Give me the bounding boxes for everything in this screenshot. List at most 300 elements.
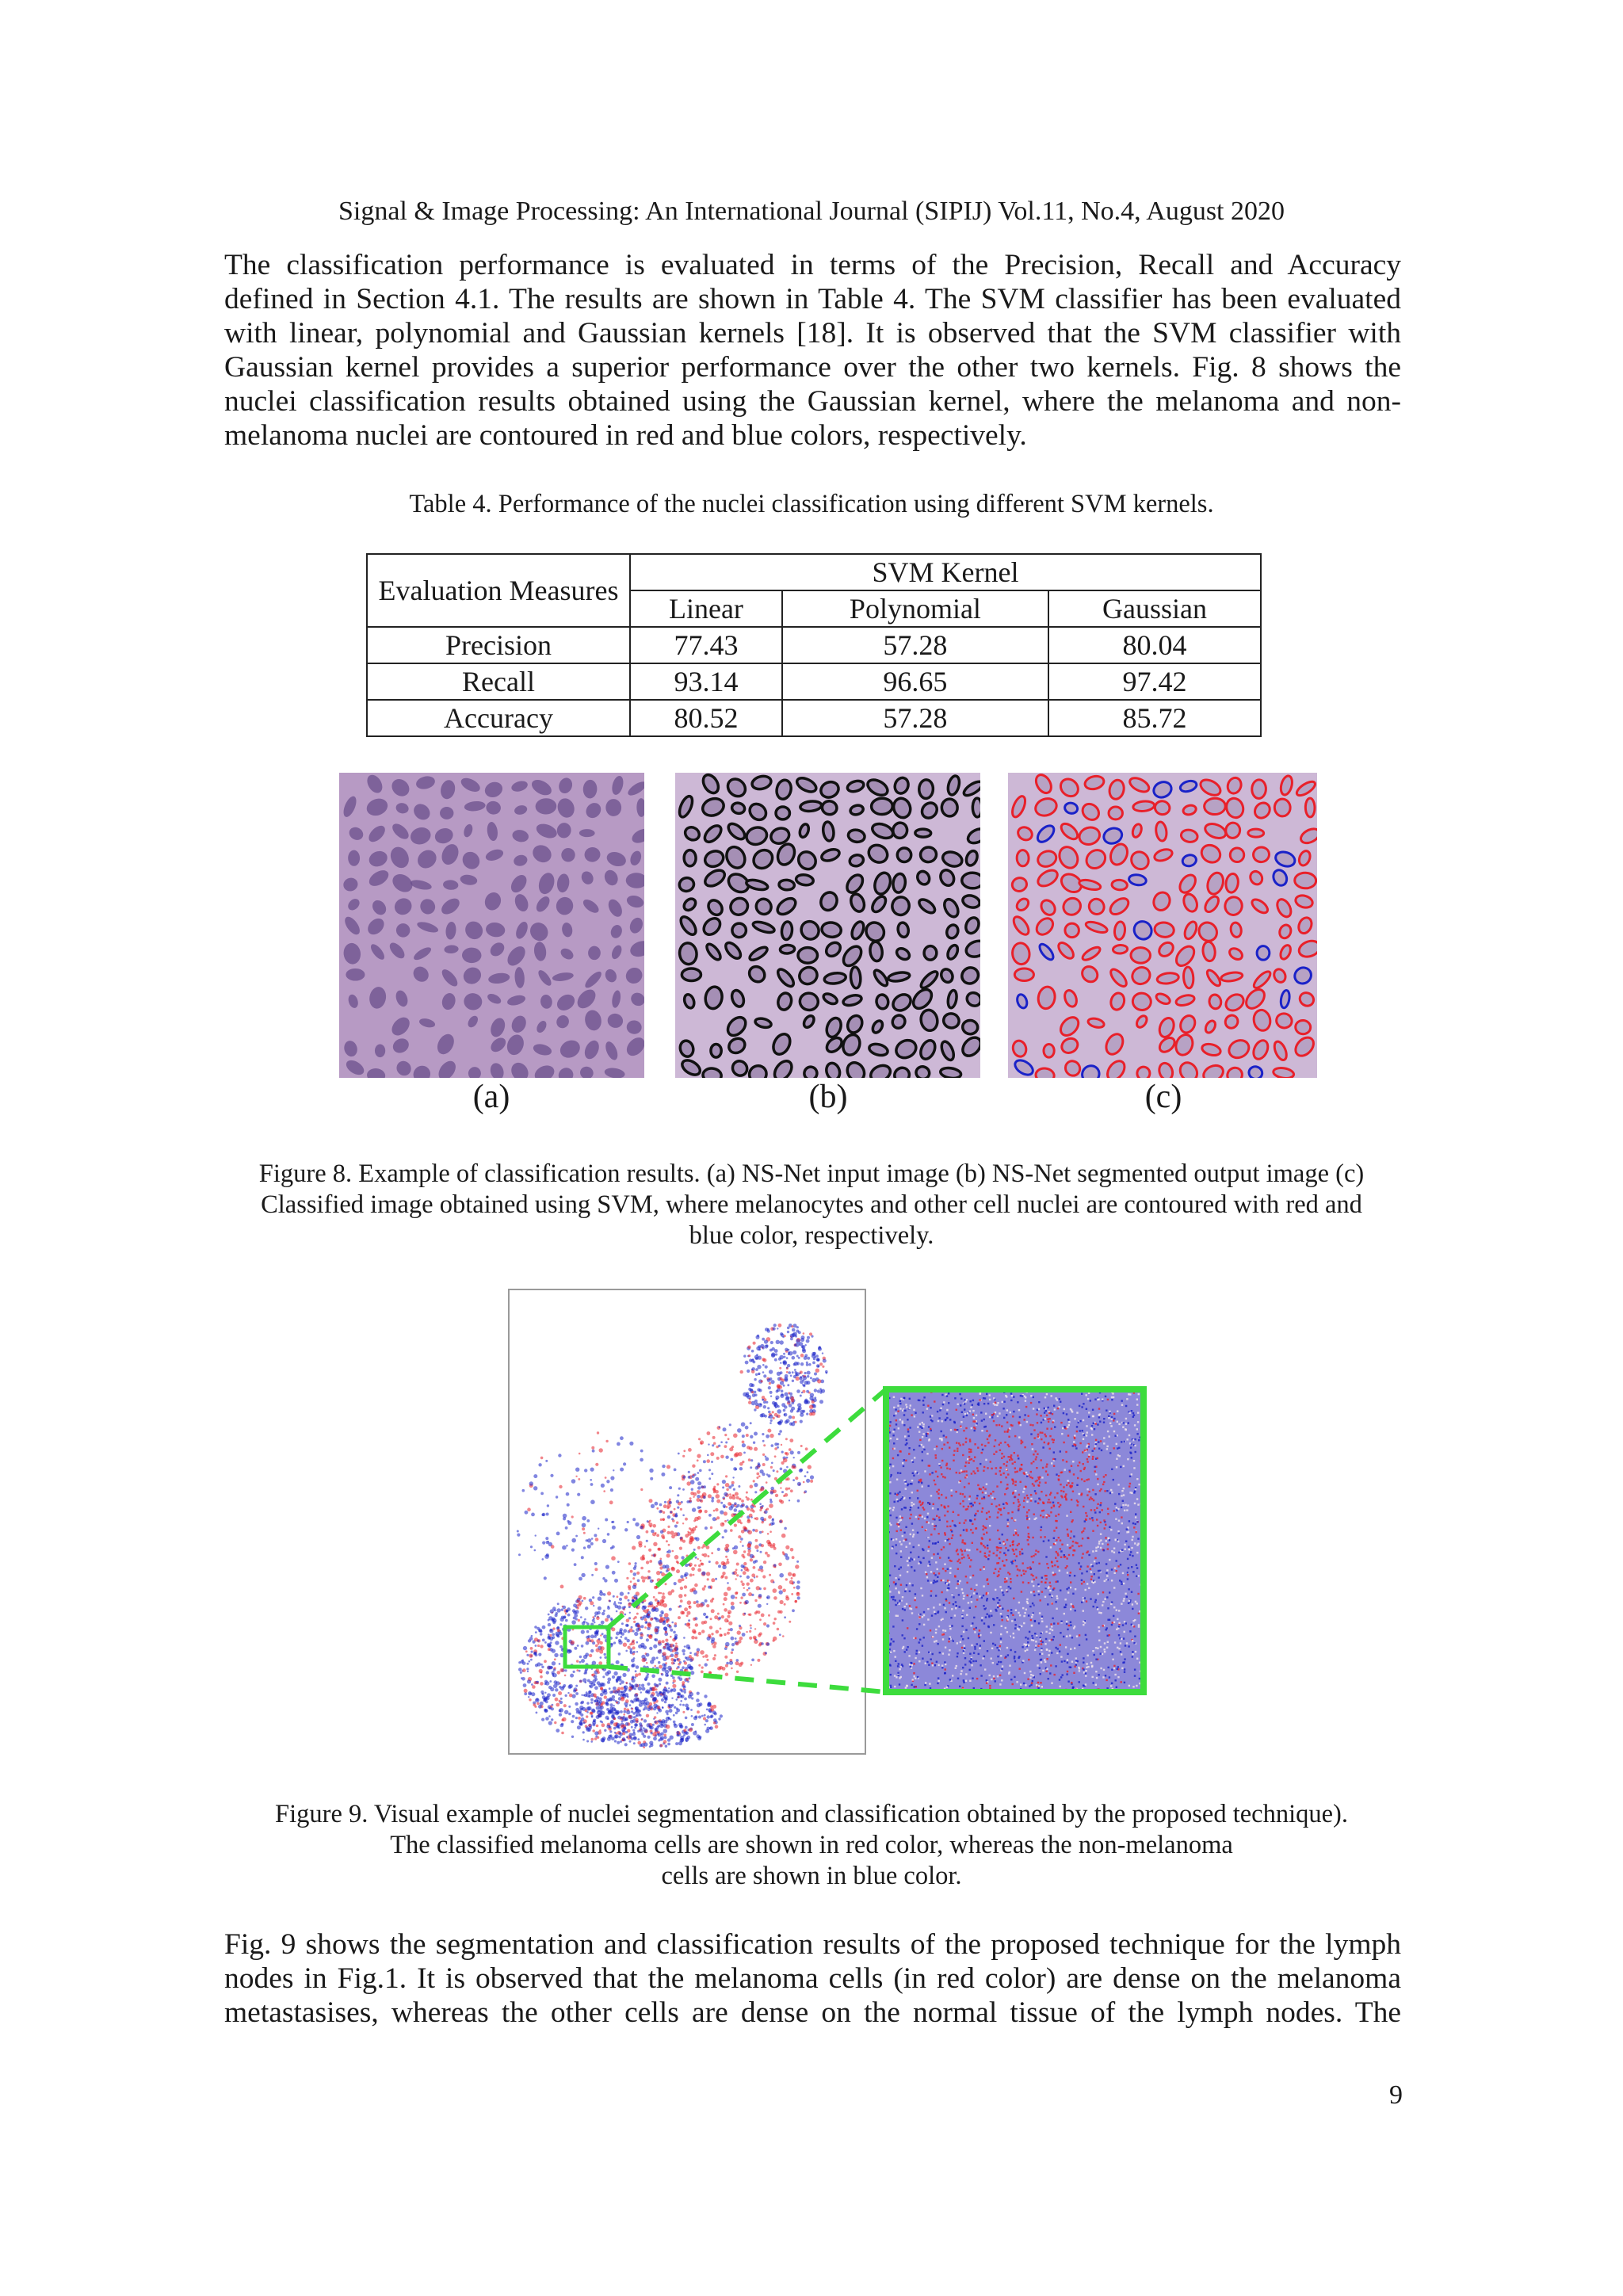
cell-pixel bbox=[981, 1619, 983, 1621]
cell-dot bbox=[753, 1442, 755, 1444]
cell-dot bbox=[738, 1485, 740, 1488]
cell-dot bbox=[542, 1626, 546, 1629]
cell-dot bbox=[626, 1577, 628, 1580]
cell-pixel bbox=[1006, 1422, 1008, 1423]
cell-pixel bbox=[932, 1542, 934, 1544]
cell-dot bbox=[748, 1592, 752, 1596]
cell-pixel bbox=[959, 1562, 960, 1564]
cell-dot bbox=[807, 1471, 809, 1473]
cell-pixel bbox=[946, 1463, 948, 1465]
cell-pixel bbox=[955, 1668, 957, 1669]
cell-dot bbox=[594, 1562, 598, 1565]
cell-pixel bbox=[1031, 1580, 1033, 1582]
cell-pixel bbox=[918, 1563, 919, 1564]
cell-dot bbox=[634, 1694, 638, 1698]
cell-dot bbox=[780, 1340, 784, 1344]
cell-dot bbox=[628, 1687, 632, 1690]
cell-dot bbox=[633, 1716, 636, 1718]
cell-pixel bbox=[1132, 1653, 1133, 1655]
cell-pixel bbox=[890, 1515, 892, 1516]
cell-dot bbox=[542, 1639, 545, 1642]
cell-dot bbox=[747, 1370, 750, 1373]
cell-pixel bbox=[1098, 1570, 1099, 1572]
melanoma-nucleus-contour bbox=[1209, 994, 1222, 1010]
cell-pixel bbox=[916, 1650, 918, 1652]
cell-pixel bbox=[1120, 1564, 1121, 1565]
cell-dot bbox=[533, 1703, 537, 1706]
cell-dot bbox=[582, 1707, 586, 1711]
cell-dot bbox=[741, 1530, 745, 1534]
cell-pixel bbox=[1083, 1662, 1084, 1664]
melanoma-nucleus-contour bbox=[1136, 1066, 1151, 1078]
cell-dot bbox=[633, 1651, 636, 1653]
cell-pixel bbox=[999, 1450, 1001, 1451]
cell-dot bbox=[697, 1710, 700, 1713]
cell-pixel bbox=[958, 1442, 960, 1444]
cell-dot bbox=[754, 1378, 756, 1381]
cell-pixel bbox=[1071, 1499, 1072, 1500]
cell-dot bbox=[602, 1736, 606, 1740]
cell-pixel bbox=[1000, 1641, 1002, 1643]
cell-dot bbox=[704, 1714, 706, 1717]
cell-dot bbox=[769, 1530, 772, 1533]
cell-dot bbox=[603, 1610, 605, 1612]
cell-dot bbox=[579, 1661, 582, 1664]
cell-pixel bbox=[1092, 1450, 1094, 1452]
cell-pixel bbox=[1014, 1467, 1016, 1469]
cell-dot bbox=[724, 1434, 727, 1436]
cell-dot bbox=[727, 1632, 730, 1635]
cell-dot bbox=[678, 1594, 682, 1598]
cell-pixel bbox=[1055, 1665, 1056, 1667]
cell-dot bbox=[792, 1609, 795, 1612]
cell-dot bbox=[660, 1617, 663, 1619]
cell-dot bbox=[804, 1490, 807, 1492]
cell-dot bbox=[792, 1556, 795, 1559]
cell-pixel bbox=[938, 1497, 940, 1499]
cell-dot bbox=[789, 1392, 792, 1396]
cell-dot bbox=[694, 1564, 697, 1567]
cell-dot bbox=[557, 1603, 559, 1605]
cell-pixel bbox=[1053, 1587, 1055, 1589]
cell-dot bbox=[770, 1396, 772, 1397]
cell-pixel bbox=[1129, 1483, 1131, 1484]
nucleus-contour bbox=[892, 873, 906, 893]
cell-pixel bbox=[1090, 1571, 1092, 1572]
cell-pixel bbox=[1128, 1435, 1130, 1436]
cell-pixel bbox=[941, 1549, 942, 1550]
cell-pixel bbox=[970, 1529, 972, 1530]
cell-dot bbox=[682, 1515, 685, 1517]
cell-dot bbox=[534, 1549, 537, 1552]
cell-dot bbox=[640, 1617, 642, 1618]
cell-pixel bbox=[926, 1573, 927, 1575]
cell-pixel bbox=[1038, 1685, 1040, 1687]
cell-pixel bbox=[1135, 1516, 1136, 1518]
cell-dot bbox=[574, 1563, 577, 1566]
cell-pixel bbox=[1074, 1435, 1075, 1436]
cell-pixel bbox=[964, 1542, 965, 1544]
cell-dot bbox=[586, 1715, 588, 1717]
cell-pixel bbox=[1100, 1522, 1102, 1523]
cell-dot bbox=[665, 1639, 668, 1642]
melanoma-nucleus-contour bbox=[1109, 807, 1122, 819]
cell-dot bbox=[784, 1527, 787, 1530]
cell-pixel bbox=[1002, 1541, 1004, 1542]
cell-dot bbox=[549, 1680, 552, 1683]
cell-pixel bbox=[1064, 1427, 1065, 1428]
cell-pixel bbox=[1087, 1655, 1089, 1656]
cell-dot bbox=[634, 1683, 638, 1687]
cell-dot bbox=[594, 1737, 598, 1740]
cell-pixel bbox=[1030, 1591, 1032, 1593]
cell-dot bbox=[817, 1359, 819, 1362]
cell-dot bbox=[605, 1702, 609, 1706]
cell-dot bbox=[785, 1452, 787, 1454]
cell-pixel bbox=[979, 1503, 980, 1504]
cell-dot bbox=[604, 1653, 606, 1656]
cell-dot bbox=[814, 1396, 816, 1399]
cell-pixel bbox=[927, 1550, 929, 1552]
cell-pixel bbox=[1003, 1553, 1005, 1554]
cell-pixel bbox=[1057, 1566, 1059, 1568]
cell-pixel bbox=[1013, 1534, 1014, 1536]
cell-pixel bbox=[1007, 1610, 1009, 1611]
cell-dot bbox=[670, 1736, 674, 1740]
cell-pixel bbox=[1086, 1663, 1087, 1664]
cell-dot bbox=[758, 1403, 762, 1407]
cell-dot bbox=[706, 1709, 708, 1711]
cell-dot bbox=[754, 1408, 756, 1411]
cell-pixel bbox=[1127, 1438, 1128, 1440]
cell-dot bbox=[625, 1699, 629, 1703]
cell-dot bbox=[720, 1441, 723, 1443]
cell-dot bbox=[803, 1481, 805, 1484]
cell-pixel bbox=[1092, 1409, 1094, 1411]
cell-dot bbox=[785, 1488, 789, 1491]
cell-dot bbox=[633, 1657, 636, 1660]
cell-dot bbox=[689, 1500, 692, 1503]
cell-pixel bbox=[1090, 1576, 1092, 1577]
cell-pixel bbox=[906, 1546, 907, 1548]
cell-pixel bbox=[1138, 1484, 1140, 1485]
cell-pixel bbox=[991, 1615, 992, 1617]
cell-dot bbox=[669, 1625, 671, 1627]
cell-dot bbox=[674, 1555, 679, 1560]
cell-dot bbox=[666, 1618, 670, 1622]
cell-dot bbox=[544, 1660, 547, 1663]
cell-pixel bbox=[959, 1444, 960, 1446]
cell-pixel bbox=[1031, 1443, 1033, 1445]
cell-pixel bbox=[983, 1419, 985, 1420]
cell-dot bbox=[668, 1704, 671, 1707]
cell-pixel bbox=[893, 1650, 895, 1652]
cell-pixel bbox=[999, 1470, 1001, 1472]
cell-dot bbox=[682, 1476, 685, 1479]
cell-dot bbox=[715, 1578, 717, 1580]
cell-pixel bbox=[1033, 1461, 1034, 1462]
cell-pixel bbox=[1027, 1497, 1029, 1499]
cell-pixel bbox=[1106, 1410, 1107, 1412]
cell-pixel bbox=[1049, 1502, 1051, 1503]
cell-pixel bbox=[1071, 1603, 1072, 1605]
cell-dot bbox=[738, 1452, 742, 1456]
cell-dot bbox=[665, 1744, 668, 1748]
cell-dot bbox=[613, 1722, 617, 1726]
cell-dot bbox=[682, 1681, 685, 1684]
cell-dot bbox=[817, 1379, 821, 1383]
cell-pixel bbox=[1055, 1515, 1056, 1517]
cell-dot bbox=[747, 1530, 752, 1535]
cell-pixel bbox=[928, 1561, 930, 1562]
cell-dot bbox=[684, 1661, 687, 1664]
cell-dot bbox=[776, 1470, 778, 1473]
cell-pixel bbox=[1034, 1437, 1036, 1438]
cell-pixel bbox=[1072, 1687, 1074, 1689]
cell-pixel bbox=[915, 1597, 916, 1599]
cell-dot bbox=[559, 1710, 562, 1713]
cell-dot bbox=[685, 1678, 689, 1681]
cell-pixel bbox=[983, 1496, 985, 1498]
cell-dot bbox=[578, 1717, 581, 1720]
cell-dot bbox=[541, 1513, 544, 1516]
cell-pixel bbox=[1039, 1653, 1041, 1655]
cell-dot bbox=[691, 1488, 693, 1491]
cell-pixel bbox=[899, 1473, 901, 1474]
cell-dot bbox=[600, 1646, 605, 1651]
cell-pixel bbox=[956, 1587, 957, 1589]
cell-dot bbox=[677, 1507, 679, 1509]
nucleus-contour bbox=[821, 800, 838, 815]
cell-dot bbox=[545, 1460, 548, 1462]
cell-dot bbox=[595, 1736, 598, 1738]
cell-pixel bbox=[1008, 1456, 1010, 1457]
cell-pixel bbox=[947, 1568, 949, 1570]
cell-dot bbox=[750, 1466, 752, 1469]
cell-pixel bbox=[1067, 1419, 1069, 1420]
cell-dot bbox=[733, 1488, 735, 1491]
cell-dot bbox=[727, 1610, 731, 1614]
cell-pixel bbox=[1131, 1624, 1132, 1626]
cell-dot bbox=[773, 1324, 777, 1327]
cell-dot bbox=[590, 1698, 594, 1702]
cell-dot bbox=[670, 1530, 674, 1534]
cell-pixel bbox=[988, 1495, 990, 1496]
cell-pixel bbox=[1005, 1554, 1006, 1556]
cell-pixel bbox=[908, 1435, 910, 1437]
cell-pixel bbox=[967, 1595, 968, 1596]
cell-dot bbox=[594, 1696, 597, 1698]
cell-dot bbox=[550, 1629, 553, 1632]
cell-pixel bbox=[922, 1433, 924, 1435]
cell-pixel bbox=[1027, 1637, 1029, 1639]
cell-pixel bbox=[1018, 1457, 1019, 1459]
cell-dot bbox=[712, 1643, 714, 1645]
cell-pixel bbox=[930, 1687, 931, 1689]
cell-pixel bbox=[941, 1667, 943, 1668]
cell-pixel bbox=[1060, 1401, 1061, 1403]
cell-dot bbox=[655, 1684, 659, 1688]
cell-pixel bbox=[1136, 1478, 1138, 1480]
cell-dot bbox=[697, 1498, 701, 1502]
cell-dot bbox=[762, 1463, 766, 1466]
table-row bbox=[367, 663, 1261, 700]
cell-dot bbox=[725, 1483, 729, 1487]
cell-dot bbox=[573, 1610, 577, 1614]
cell-pixel bbox=[1057, 1648, 1059, 1649]
cell-dot bbox=[590, 1634, 594, 1638]
nucleus-contour bbox=[871, 798, 892, 815]
cell-pixel bbox=[1055, 1557, 1056, 1559]
cell-dot bbox=[747, 1395, 751, 1399]
nucleus-contour bbox=[800, 800, 822, 812]
cell-dot bbox=[660, 1558, 663, 1561]
cell-pixel bbox=[1099, 1570, 1101, 1572]
cell-dot bbox=[758, 1373, 760, 1375]
cell-dot bbox=[527, 1671, 529, 1672]
cell-pixel bbox=[945, 1570, 946, 1572]
cell-pixel bbox=[1108, 1415, 1109, 1417]
cell-dot bbox=[624, 1528, 628, 1531]
cell-dot bbox=[715, 1561, 718, 1564]
cell-dot bbox=[647, 1683, 650, 1686]
cell-dot bbox=[663, 1666, 667, 1670]
cell-dot bbox=[587, 1545, 591, 1549]
cell-pixel bbox=[1136, 1564, 1137, 1566]
cell-dot bbox=[608, 1699, 610, 1702]
cell-pixel bbox=[1010, 1649, 1011, 1651]
cell-dot bbox=[647, 1614, 650, 1616]
cell-dot bbox=[582, 1527, 585, 1530]
cell-pixel bbox=[1045, 1578, 1047, 1580]
cell-dot bbox=[754, 1599, 757, 1602]
cell-dot bbox=[540, 1492, 544, 1496]
cell-dot bbox=[635, 1718, 638, 1721]
cell-dot bbox=[701, 1553, 704, 1556]
cell-dot bbox=[720, 1455, 724, 1459]
cell-dot bbox=[792, 1350, 796, 1354]
cell-pixel bbox=[1084, 1450, 1086, 1451]
cell-dot bbox=[595, 1631, 598, 1634]
cell-pixel bbox=[957, 1448, 958, 1450]
cell-pixel bbox=[934, 1484, 936, 1485]
cell-pixel bbox=[1022, 1562, 1024, 1564]
cell-dot bbox=[614, 1735, 617, 1738]
cell-dot bbox=[769, 1391, 773, 1394]
cell-dot bbox=[700, 1560, 702, 1562]
cell-pixel bbox=[1010, 1636, 1011, 1637]
cell-pixel bbox=[999, 1509, 1001, 1511]
nucleus-contour bbox=[941, 799, 957, 817]
cell-dot bbox=[565, 1526, 568, 1530]
cell-pixel bbox=[1045, 1556, 1047, 1557]
cell-pixel bbox=[1131, 1547, 1132, 1549]
cell-dot bbox=[649, 1469, 653, 1473]
cell-pixel bbox=[894, 1675, 896, 1676]
cell-pixel bbox=[1103, 1442, 1105, 1444]
cell-pixel bbox=[1054, 1408, 1056, 1410]
cell-pixel bbox=[1092, 1458, 1094, 1460]
cell-dot bbox=[768, 1411, 771, 1414]
cell-pixel bbox=[1117, 1541, 1119, 1542]
cell-dot bbox=[548, 1715, 551, 1717]
cell-dot bbox=[603, 1634, 607, 1638]
cell-dot bbox=[678, 1616, 681, 1619]
cell-dot bbox=[540, 1633, 543, 1636]
cell-dot bbox=[541, 1666, 544, 1668]
cell-dot bbox=[634, 1565, 636, 1568]
cell-pixel bbox=[978, 1404, 980, 1405]
cell-dot bbox=[653, 1596, 655, 1599]
cell-pixel bbox=[954, 1576, 956, 1577]
cell-dot bbox=[782, 1589, 786, 1593]
cell-dot bbox=[530, 1647, 533, 1650]
cell-dot bbox=[739, 1602, 742, 1604]
cell-pixel bbox=[901, 1517, 903, 1519]
cell-dot bbox=[757, 1365, 761, 1369]
cell-pixel bbox=[914, 1675, 915, 1677]
cell-pixel bbox=[1080, 1494, 1082, 1496]
cell-dot bbox=[633, 1621, 636, 1623]
cell-dot bbox=[616, 1610, 618, 1613]
cell-pixel bbox=[923, 1624, 925, 1626]
cell-pixel bbox=[889, 1575, 891, 1576]
cell-dot bbox=[666, 1540, 668, 1542]
cell-pixel bbox=[922, 1526, 923, 1528]
cell-dot bbox=[683, 1734, 685, 1736]
cell-pixel bbox=[960, 1426, 961, 1427]
cell-pixel bbox=[951, 1538, 953, 1539]
cell-dot bbox=[704, 1724, 706, 1726]
cell-pixel bbox=[945, 1668, 946, 1670]
cell-dot bbox=[601, 1683, 605, 1687]
cell-pixel bbox=[1074, 1418, 1075, 1419]
cell-dot bbox=[731, 1652, 733, 1654]
cell-pixel bbox=[1131, 1410, 1132, 1412]
cell-pixel bbox=[938, 1417, 940, 1419]
cell-pixel bbox=[937, 1411, 938, 1412]
cell-dot bbox=[651, 1656, 655, 1660]
cell-dot bbox=[693, 1630, 697, 1633]
cell-pixel bbox=[1075, 1664, 1077, 1666]
cell-pixel bbox=[995, 1439, 996, 1441]
cell-dot bbox=[807, 1371, 811, 1375]
cell-dot bbox=[605, 1440, 608, 1442]
cell-pixel bbox=[962, 1443, 964, 1445]
cell-pixel bbox=[944, 1607, 945, 1609]
cell-pixel bbox=[968, 1637, 969, 1639]
cell-pixel bbox=[893, 1396, 895, 1398]
cell-dot bbox=[766, 1481, 768, 1484]
cell-dot bbox=[680, 1700, 682, 1702]
cell-pixel bbox=[963, 1679, 964, 1681]
cell-dot bbox=[689, 1666, 693, 1670]
cell-pixel bbox=[1060, 1644, 1061, 1645]
cell-dot bbox=[640, 1714, 642, 1717]
cell-pixel bbox=[1031, 1616, 1033, 1618]
cell-dot bbox=[619, 1632, 622, 1635]
cell-pixel bbox=[1007, 1654, 1009, 1656]
cell-pixel bbox=[1035, 1450, 1037, 1452]
cell-pixel bbox=[945, 1664, 946, 1665]
cell-pixel bbox=[983, 1487, 984, 1488]
cell-pixel bbox=[995, 1568, 996, 1570]
cell-dot bbox=[745, 1600, 749, 1604]
cell-dot bbox=[634, 1727, 636, 1729]
cell-pixel bbox=[1124, 1658, 1125, 1660]
cell-dot bbox=[810, 1480, 813, 1483]
cell-pixel bbox=[937, 1643, 938, 1645]
